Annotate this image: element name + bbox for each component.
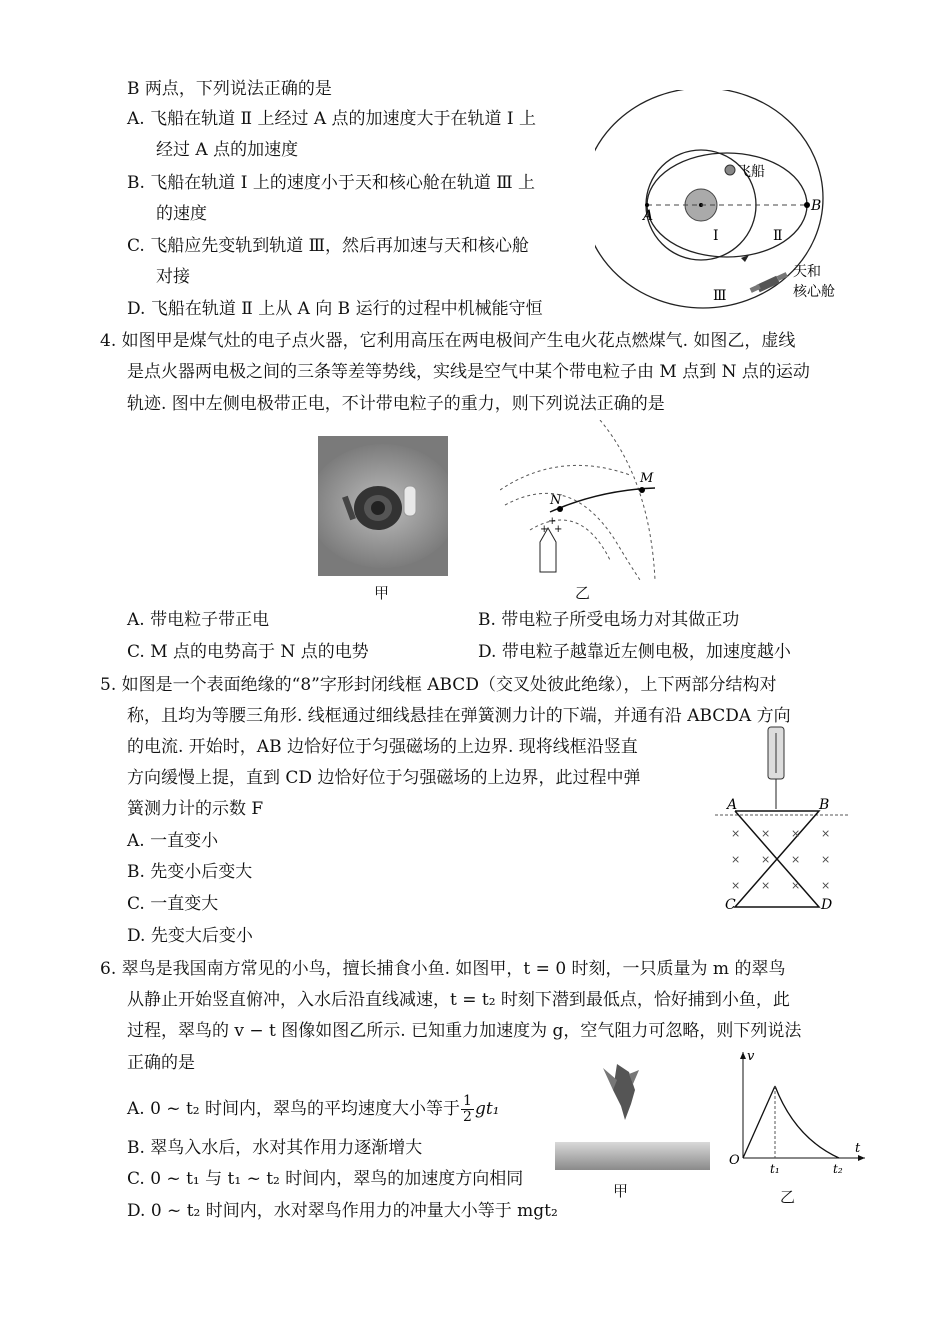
svg-text:×: × [791, 879, 801, 892]
q5-line2: 称，且均为等腰三角形. 线框通过细线悬挂在弹簧测力计的下端，并通有沿 ABCDA 方向 [127, 706, 791, 726]
q3-option-b: B. 飞船在轨道 Ⅰ 上的速度小于天和核心舱在轨道 Ⅲ 上 [127, 173, 536, 193]
q5-option-b: B. 先变小后变大 [127, 862, 253, 882]
point-m [639, 487, 645, 493]
svg-text:×: × [761, 879, 771, 892]
q4-option-c: C. M 点的电势高于 N 点的电势 [127, 642, 369, 662]
q4-line2: 是点火器两电极之间的三条等差等势线，实线是空气中某个带电粒子由 M 点到 N 点的运动 [127, 362, 810, 382]
q3-option-a-cont: 经过 A 点的加速度 [156, 140, 299, 160]
label-b: B [819, 797, 830, 813]
q4-line1: 4. 如图甲是煤气灶的电子点火器，它利用高压在两电极间产生电火花点燃煤气. 如图乙，虚线 [100, 331, 796, 351]
q3-option-b-cont: 的速度 [156, 204, 207, 224]
q3-option-a: A. 飞船在轨道 Ⅱ 上经过 A 点的加速度大于在轨道 Ⅰ 上 [127, 109, 537, 129]
origin-label: O [729, 1153, 740, 1168]
svg-text:×: × [791, 853, 801, 866]
t-label: t [855, 1141, 861, 1156]
q6-line4: 正确的是 [127, 1053, 195, 1073]
q5-line1: 5. 如图是一个表面绝缘的“8”字形封闭线框 ABCD（交叉处彼此绝缘），上下两部分结构对 [100, 675, 777, 695]
q6-option-c: C. 0 ~ t₁ 与 t₁ ~ t₂ 时间内，翠鸟的加速度方向相同 [127, 1169, 524, 1189]
orbit-diagram [595, 90, 855, 315]
q4-option-b: B. 带电粒子所受电场力对其做正功 [478, 610, 740, 630]
decel-curve [775, 1086, 839, 1158]
equipotential-diagram [500, 420, 665, 580]
kingfisher-icon [603, 1064, 639, 1120]
field-crosses [731, 827, 830, 892]
t2-tick: t₂ [833, 1162, 843, 1176]
q6-caption-jia: 甲 [613, 1182, 629, 1200]
svg-text:×: × [821, 879, 831, 892]
svg-text:×: × [761, 853, 771, 866]
plus-1: + [540, 524, 549, 535]
q3-option-d: D. 飞船在轨道 Ⅱ 上从 A 向 B 运行的过程中机械能守恒 [127, 299, 543, 319]
point-b [804, 202, 810, 208]
q5-line5: 簧测力计的示数 F [127, 799, 264, 819]
svg-text:×: × [821, 827, 831, 840]
label-a: A [643, 208, 654, 224]
q6-option-b: B. 翠鸟入水后，水对其作用力逐渐增大 [127, 1138, 423, 1158]
q5-option-d: D. 先变大后变小 [127, 926, 253, 946]
v-label: v [747, 1049, 755, 1064]
t1-tick: t₁ [770, 1162, 780, 1176]
svg-text:×: × [821, 853, 831, 866]
wire-loop [735, 811, 819, 907]
equipotential-3 [600, 420, 655, 580]
igniter-photo [318, 436, 448, 576]
water-surface [555, 1142, 710, 1170]
q6-option-a: A. 0 ~ t₂ 时间内，翠鸟的平均速度大小等于 $\frac{1}{2}$ gt₁ [127, 1093, 500, 1125]
svg-text:×: × [731, 853, 741, 866]
q6-line2: 从静止开始竖直俯冲，入水后沿直线减速，t = t₂ 时刻下潜到最低点，恰好捕到小鱼，此 [127, 990, 790, 1010]
label-orbit-i: Ⅰ [713, 228, 719, 244]
label-orbit-ii: Ⅱ [773, 228, 783, 244]
q4-line3: 轨迹. 图中左侧电极带正电，不计带电粒子的重力，则下列说法正确的是 [127, 394, 665, 414]
q6-option-d: D. 0 ~ t₂ 时间内，水对翠鸟作用力的冲量大小等于 mgt₂ [127, 1201, 558, 1221]
svg-text:×: × [731, 879, 741, 892]
label-orbit-iii: Ⅲ [713, 288, 727, 304]
plus-2: + [548, 516, 557, 527]
q5-line4: 方向缓慢上提，直到 CD 边恰好位于匀强磁场的上边界，此过程中弹 [127, 768, 641, 788]
ship-icon [725, 165, 735, 175]
ship-label: 飞船 [737, 164, 765, 180]
label-m: M [640, 471, 654, 486]
q4-option-a: A. 带电粒子带正电 [127, 610, 270, 630]
equipotential-1 [500, 465, 630, 490]
station-label-1: 天和 [793, 264, 821, 280]
q6-caption-yi: 乙 [780, 1188, 796, 1206]
q4-option-d: D. 带电粒子越靠近左侧电极，加速度越小 [478, 642, 791, 662]
svg-text:×: × [791, 827, 801, 840]
q5-option-c: C. 一直变大 [127, 894, 219, 914]
q6-line3: 过程，翠鸟的 v − t 图像如图乙所示. 已知重力加速度为 g，空气阻力可忽略，则下列说法 [127, 1021, 802, 1041]
kingfisher-photo [555, 1060, 710, 1170]
label-n: N [550, 493, 562, 508]
trajectory [550, 488, 655, 512]
svg-text:×: × [761, 827, 771, 840]
q3-lead: B 两点，下列说法正确的是 [127, 79, 332, 99]
label-c: C [725, 897, 736, 913]
q3-option-c-cont: 对接 [156, 267, 190, 287]
q4-caption-yi: 乙 [575, 584, 591, 602]
plus-3: + [554, 524, 563, 535]
vt-graph [725, 1048, 870, 1180]
q5-line3: 的电流. 开始时，AB 边恰好位于匀强磁场的上边界. 现将线框沿竖直 [127, 737, 638, 757]
q5-option-a: A. 一直变小 [127, 831, 219, 851]
q3-option-c: C. 飞船应先变轨到轨道 Ⅲ，然后再加速与天和核心舱 [127, 236, 530, 256]
equipotential-2 [505, 493, 640, 580]
station-label-2: 核心舱 [793, 284, 835, 300]
label-d: D [821, 897, 833, 913]
svg-text:×: × [731, 827, 741, 840]
accel-segment [743, 1086, 775, 1158]
q6-line1: 6. 翠鸟是我国南方常见的小鸟，擅长捕食小鱼. 如图甲，t = 0 时刻，一只质量为 m 的翠鸟 [100, 959, 786, 979]
figure8-loop-diagram [715, 725, 850, 920]
label-a: A [727, 797, 738, 813]
q4-caption-jia: 甲 [374, 584, 390, 602]
label-b: B [811, 198, 822, 214]
point-a [645, 203, 649, 207]
